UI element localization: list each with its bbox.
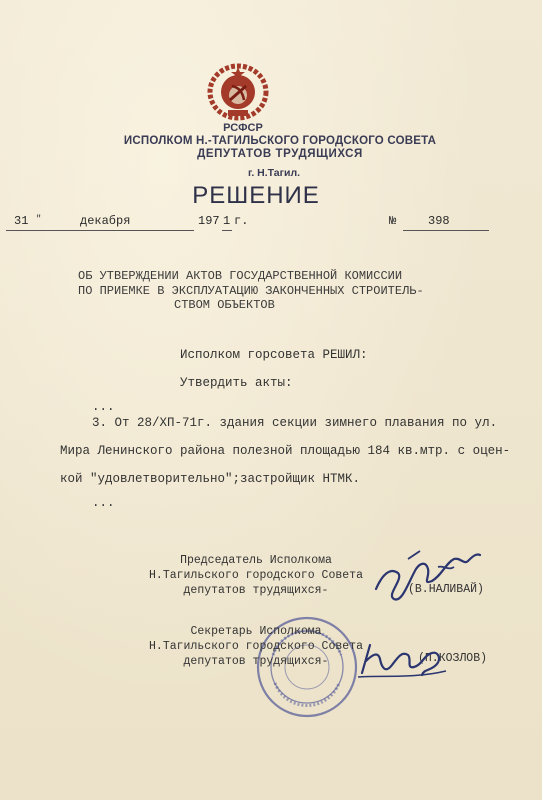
ellipsis-top: ...: [92, 400, 115, 414]
org-name-line2: ДЕПУТАТОВ ТРУДЯЩИХСЯ: [197, 148, 363, 160]
coat-of-arms-emblem: [206, 62, 270, 122]
date-day: 31: [14, 214, 29, 228]
resolved-line: Исполком горсовета РЕШИЛ:: [180, 348, 368, 362]
republic-label: РСФСР: [223, 122, 263, 134]
secretary-signature-block: [126, 624, 386, 669]
document-number: 398: [428, 214, 450, 228]
secretary-handwritten-signature: [352, 625, 452, 685]
secretary-title-line: депутатов трудящихся-: [183, 655, 329, 668]
subject-line: ПО ПРИЕМКЕ В ЭКСПЛУАТАЦИЮ ЗАКОНЧЕННЫХ СТРОИТЕЛЬ-: [78, 283, 424, 298]
city-label: г. Н.Тагил.: [248, 167, 301, 179]
item-line: Мира Ленинского района полезной площадью 184 кв.мтр. с оцен-: [60, 444, 511, 458]
secretary-name: (П.КОЗЛОВ): [418, 652, 488, 665]
org-name-line1: ИСПОЛКОМ Н.-ТАГИЛЬСКОГО ГОРОДСКОГО СОВЕТА: [123, 135, 437, 147]
number-symbol: №: [389, 214, 397, 228]
chair-handwritten-signature: [368, 545, 486, 605]
subject-line: ОБ УТВЕРЖДЕНИИ АКТОВ ГОСУДАРСТВЕННОЙ КОМИССИИ: [78, 269, 403, 283]
chair-title-line: депутатов трудящихся-: [183, 584, 329, 597]
document-title: РЕШЕНИЕ: [192, 182, 320, 209]
chair-name: (В.НАЛИВАЙ): [408, 583, 484, 596]
date-month: декабря: [80, 214, 131, 228]
chair-title-line: Н.Тагильского городского Совета: [149, 569, 363, 582]
year-digit: 1: [223, 214, 231, 228]
item-line: 3. От 28/ХП-71г. здания секции зимнего плавания по ул.: [92, 416, 498, 430]
chair-title-line: Председатель Исполкома: [180, 554, 332, 567]
item-line: кой "удовлетворительно";застройщик НТМК.: [60, 472, 361, 486]
year-suffix: г.: [234, 214, 249, 228]
year-prefix: 197: [198, 214, 220, 228]
chair-signature-block: [126, 553, 386, 598]
date-line: 31 " декабря 197 1 г. № 398: [0, 212, 542, 236]
secretary-title-line: Секретарь Исполкома: [190, 625, 322, 638]
ellipsis-bottom: ...: [92, 496, 115, 510]
secretary-title-line: Н.Тагильского городского Совета: [149, 640, 363, 653]
subject-line: СТВОМ ОБЪЕКТОВ: [174, 298, 275, 312]
subject-heading: [78, 269, 478, 313]
approve-line: Утвердить акты:: [180, 376, 293, 390]
